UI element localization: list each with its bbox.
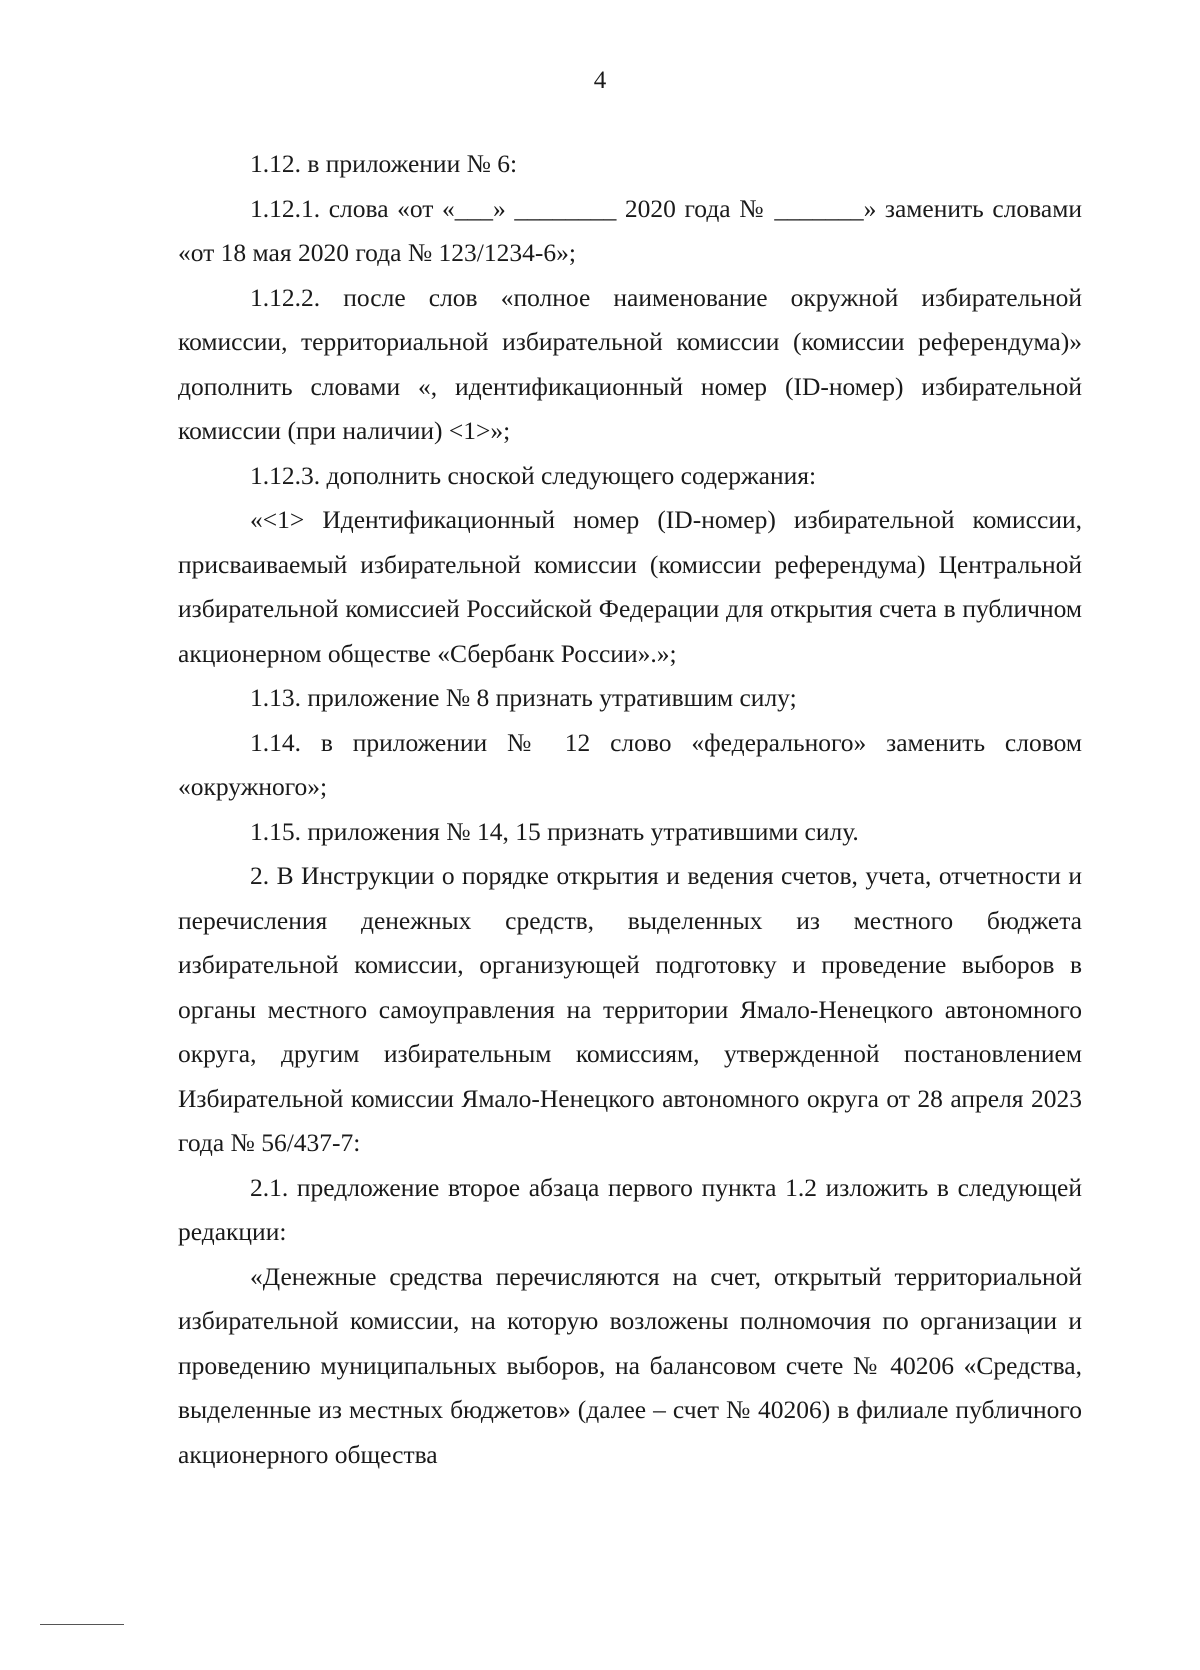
paragraph-1-13: 1.13. приложение № 8 признать утратившим силу;: [250, 683, 797, 712]
document-body: [178, 142, 1082, 1477]
page-number: 4: [593, 67, 607, 94]
paragraph-1-12: 1.12. в приложении № 6:: [250, 149, 518, 178]
paragraph-2: 2. В Инструкции о порядке открытия и ведения счетов, учета, отчетности и перечисления денежных средств, выделенных из местного бюджета избирательной комиссии, организующей подготовку и проведение выборов в органы местного самоуправления на территории Ямало-Ненецкого автономного округа, другим избирательным комиссиям, утвержденной постановлением Избирательной комиссии Ямало-Ненецкого автономного округа от 28 апреля 2023 года № 56/437-7:: [178, 861, 1082, 1157]
paragraph-quoted-text: «Денежные средства перечисляются на счет, открытый территориальной избирательной комиссии, на которую возложены полномочия по организации и проведению муниципальных выборов, на балансовом счете № 40206 «Средства, выделенные из местных бюджетов» (далее – счет № 40206) в филиале публичного акционерного общества: [178, 1261, 1082, 1469]
paragraph-footnote-text: «<1> Идентификационный номер (ID-номер) избирательной комиссии, присваиваемый избирательной комиссии (комиссии референдума) Центральной избирательной комиссией Российской Федерации для открытия счета в публичном акционерном обществе «Сбербанк России».»;: [178, 505, 1082, 668]
paragraph-2-1: 2.1. предложение второе абзаца первого пункта 1.2 изложить в следующей редакции:: [178, 1172, 1082, 1246]
footnote-separator: [40, 1624, 124, 1625]
paragraph-1-12-1: 1.12.1. слова «от «___» ________ 2020 года № _______» заменить словами «от 18 мая 2020 года № 123/1234-6»;: [178, 193, 1082, 267]
paragraph-1-14: 1.14. в приложении № 12 слово «федерального» заменить словом «окружного»;: [178, 727, 1082, 801]
paragraph-1-15: 1.15. приложения № 14, 15 признать утратившими силу.: [250, 816, 859, 846]
paragraph-1-12-2: 1.12.2. после слов «полное наименование окружной избирательной комиссии, территориальной избирательной комиссии (комиссии референдума)» дополнить словами «, идентификационный номер (ID-номер) избирательной комиссии (при наличии) <1>»;: [178, 282, 1082, 445]
paragraph-1-12-3: 1.12.3. дополнить сноской следующего содержания:: [250, 460, 817, 490]
